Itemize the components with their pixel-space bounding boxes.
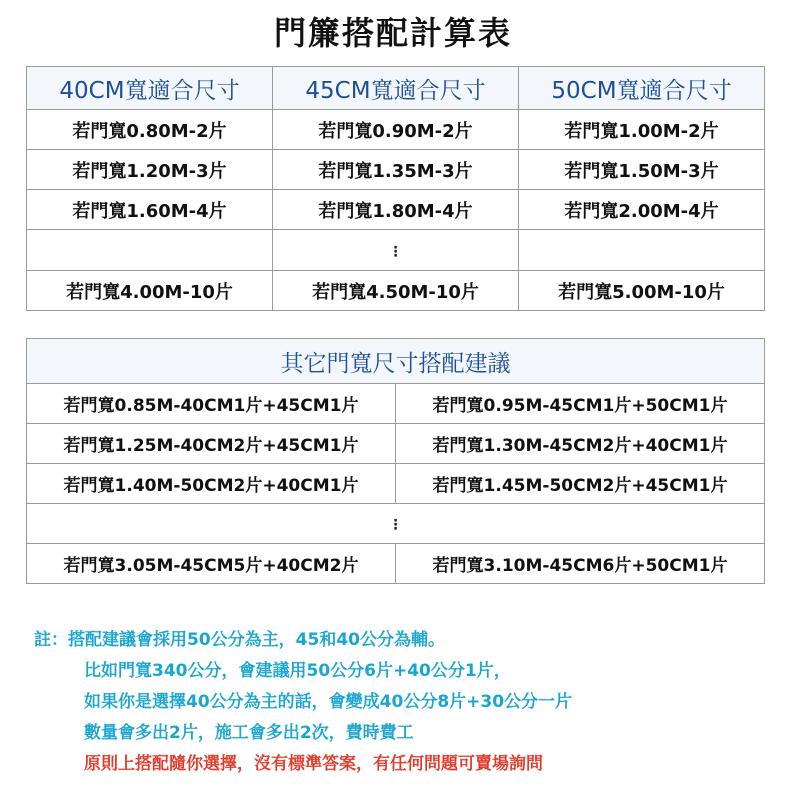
table-cell: 若門寬0.90M-2片	[273, 110, 519, 150]
note-line: 註：搭配建議會採用50公分為主，45和40公分為輔。	[34, 630, 445, 650]
table-row	[27, 150, 765, 190]
note-line: 比如門寬340公分，會建議用50公分6片+40公分1片，	[84, 661, 511, 681]
note-line: 數量會多出2片，施工會多出2次，費時費工	[84, 723, 414, 743]
ellipsis-cell	[27, 504, 765, 544]
table-cell: 若門寬0.95M-45CM1片+50CM1片	[396, 384, 765, 424]
vertical-ellipsis-icon: ⋮	[388, 243, 403, 260]
vertical-ellipsis-icon: ⋮	[388, 516, 403, 533]
table-cell: 若門寬1.60M-4片	[27, 190, 273, 230]
table-cell: 若門寬2.00M-4片	[519, 190, 765, 230]
table-cell: 若門寬1.40M-50CM2片+40CM1片	[27, 464, 396, 504]
table-cell: 若門寬1.30M-45CM2片+40CM1片	[396, 424, 765, 464]
page-title: 門簾搭配計算表	[273, 14, 512, 52]
standard-size-table	[26, 66, 765, 311]
column-header-50cm: 50CM寬適合尺寸	[519, 67, 765, 110]
empty-cell	[27, 230, 273, 271]
table-cell: 若門寬1.45M-50CM2片+45CM1片	[396, 464, 765, 504]
table-cell: 若門寬5.00M-10片	[519, 271, 765, 311]
table-header-row	[27, 339, 765, 384]
table-cell: 若門寬3.05M-45CM5片+40CM2片	[27, 544, 396, 584]
ellipsis-row	[27, 504, 765, 544]
column-header-40cm: 40CM寬適合尺寸	[27, 67, 273, 110]
ellipsis-row	[27, 230, 765, 271]
table-row	[27, 190, 765, 230]
table-cell: 若門寬3.10M-45CM6片+50CM1片	[396, 544, 765, 584]
other-size-table	[26, 338, 765, 584]
table-cell: 若門寬1.50M-3片	[519, 150, 765, 190]
table-cell: 若門寬1.35M-3片	[273, 150, 519, 190]
note-line-highlight: 原則上搭配隨你選擇，沒有標準答案，有任何問題可賣場詢問	[84, 754, 543, 774]
table-row	[27, 464, 765, 504]
table-row	[27, 110, 765, 150]
table-row	[27, 271, 765, 311]
other-sizes-header: 其它門寬尺寸搭配建議	[27, 339, 765, 384]
table-cell: 若門寬1.20M-3片	[27, 150, 273, 190]
table-header-row	[27, 67, 765, 110]
table-cell: 若門寬1.80M-4片	[273, 190, 519, 230]
column-header-45cm: 45CM寬適合尺寸	[273, 67, 519, 110]
table-cell: 若門寬0.80M-2片	[27, 110, 273, 150]
table-cell: 若門寬4.00M-10片	[27, 271, 273, 311]
table-row	[27, 384, 765, 424]
table-cell: 若門寬0.85M-40CM1片+45CM1片	[27, 384, 396, 424]
empty-cell	[519, 230, 765, 271]
note-line: 如果你是選擇40公分為主的話，會變成40公分8片+30公分一片	[84, 692, 573, 712]
table-cell: 若門寬1.25M-40CM2片+45CM1片	[27, 424, 396, 464]
table-cell: 若門寬1.00M-2片	[519, 110, 765, 150]
table-cell: 若門寬4.50M-10片	[273, 271, 519, 311]
ellipsis-cell	[273, 230, 519, 271]
table-row	[27, 424, 765, 464]
notes-block	[34, 625, 774, 780]
table-row	[27, 544, 765, 584]
